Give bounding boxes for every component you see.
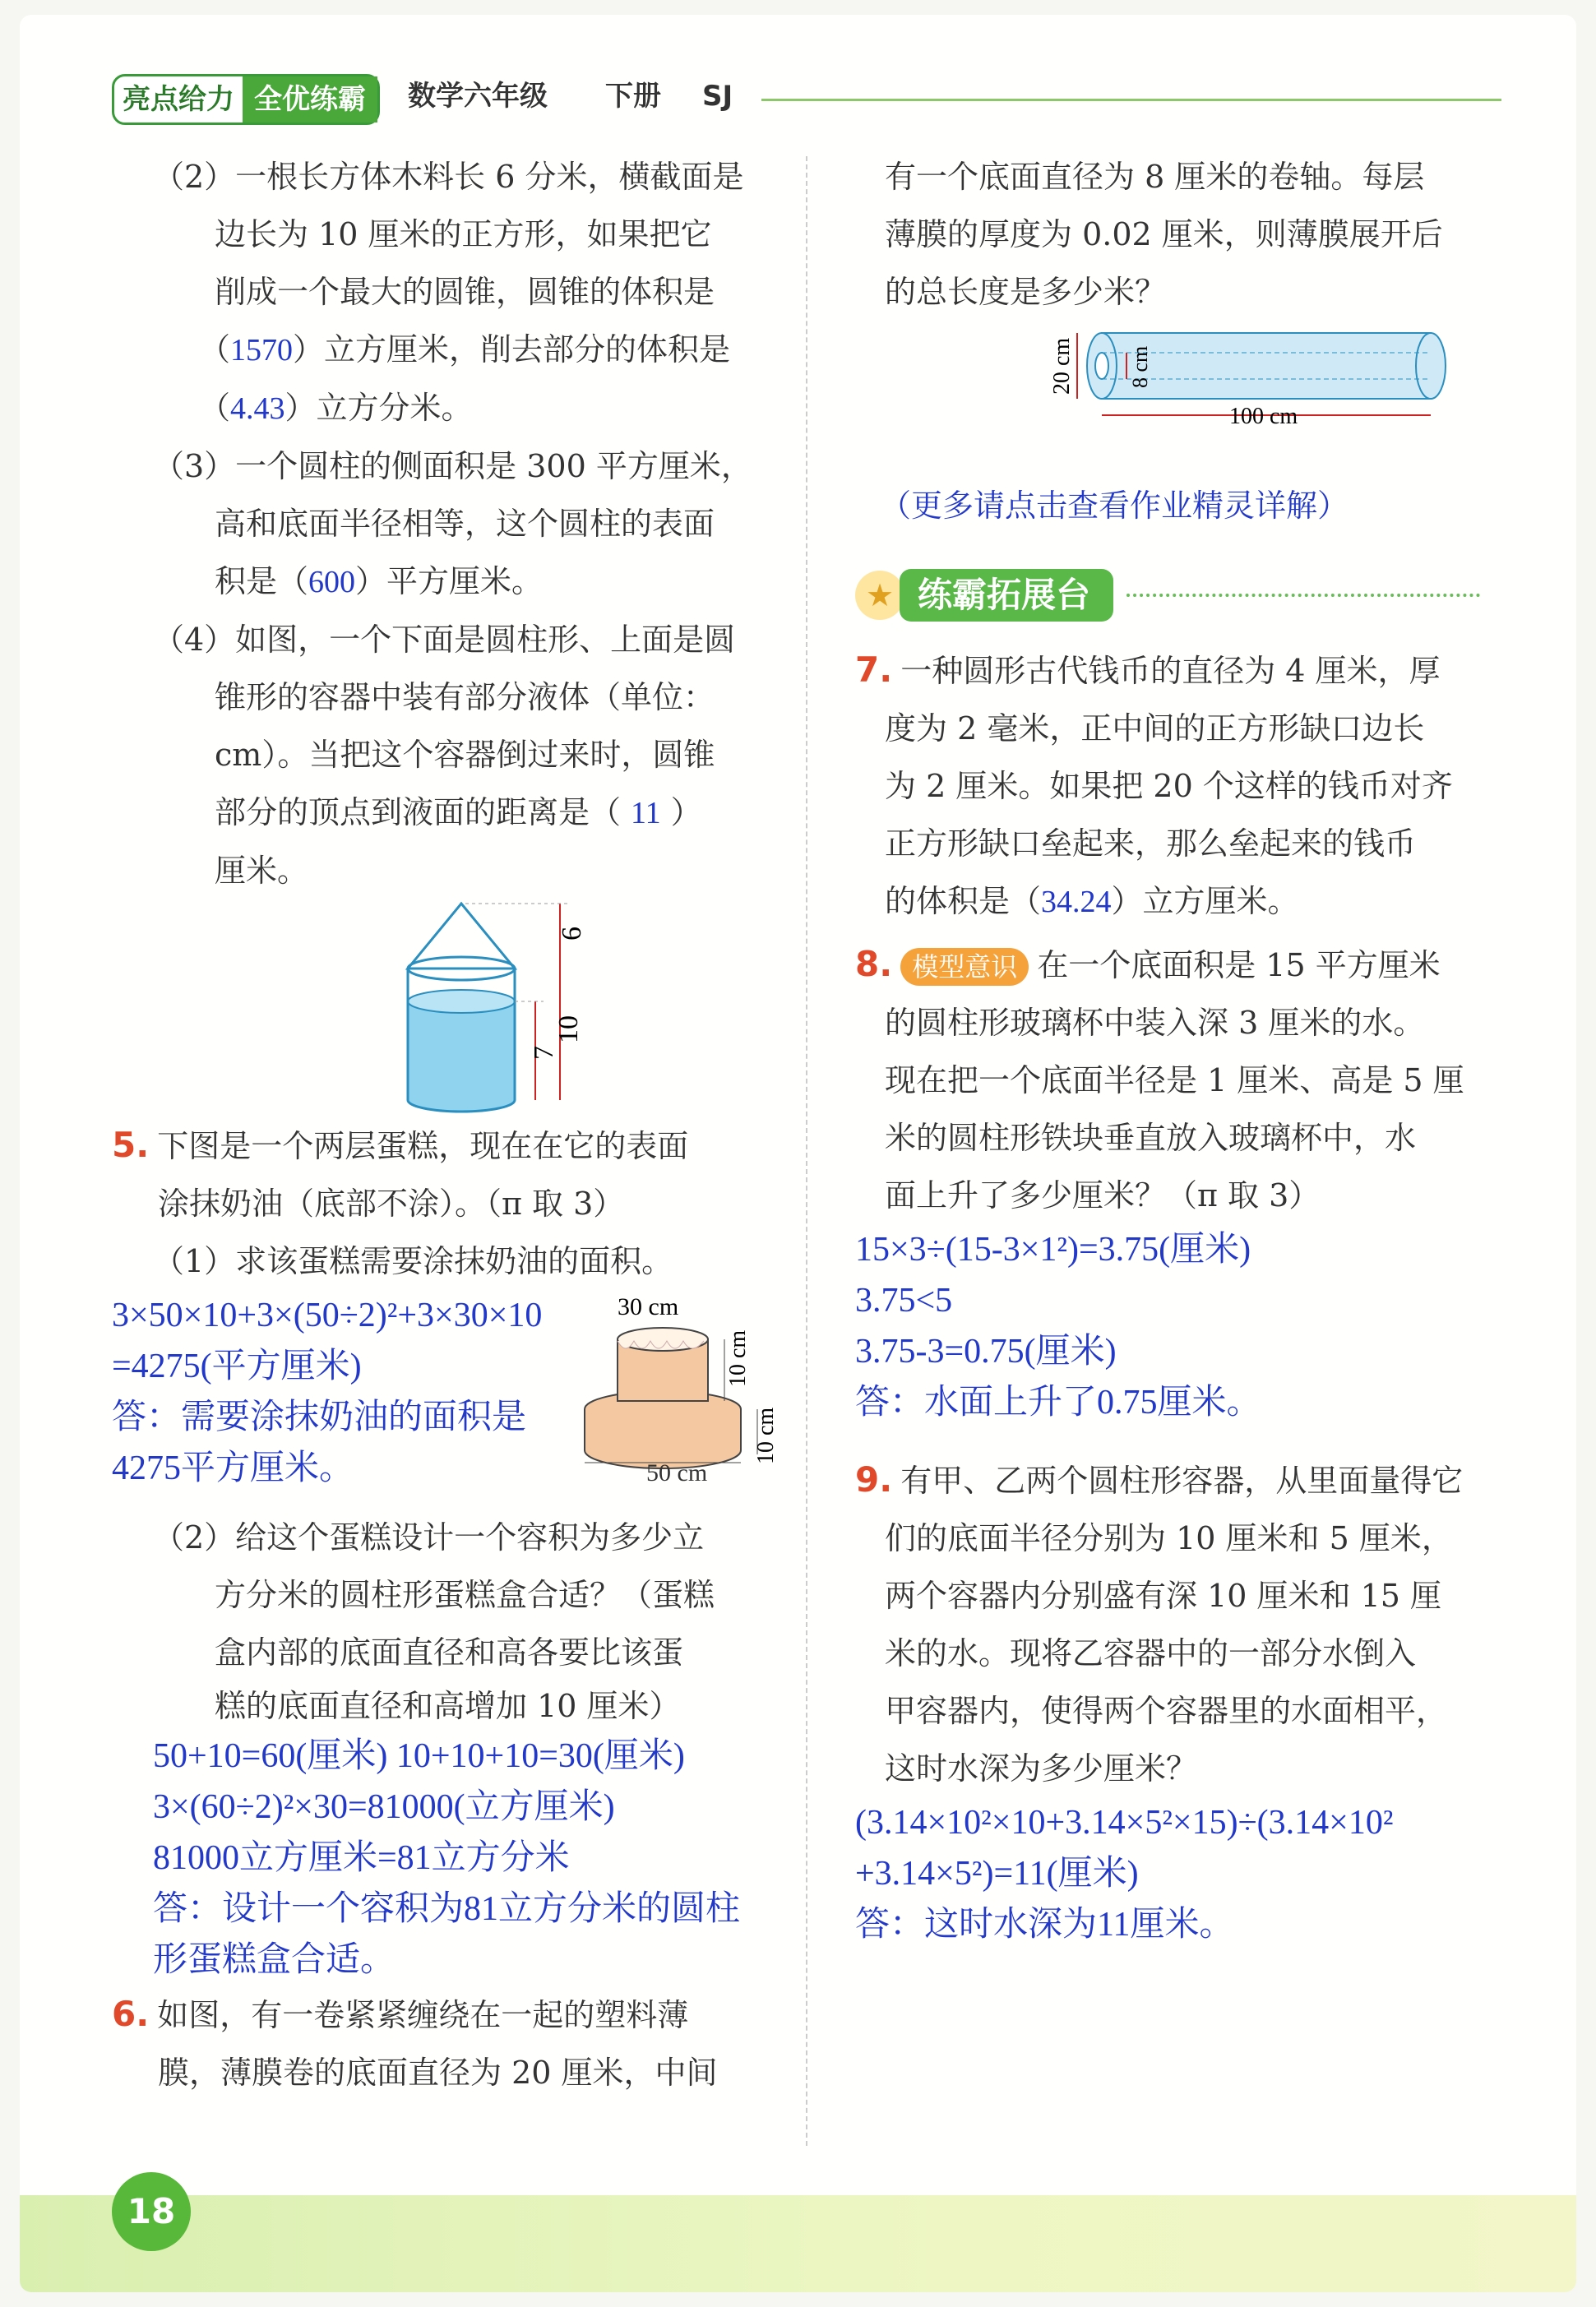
column-divider xyxy=(806,156,807,2146)
liquid-surface xyxy=(408,990,515,1013)
cylinder-bottom xyxy=(408,1100,515,1112)
core-left xyxy=(1095,353,1108,379)
solution-line: 3.75<5 xyxy=(855,1282,953,1320)
answer-1570: 1570 xyxy=(230,333,294,368)
roll-end-right xyxy=(1416,333,1446,399)
text-fragment: ）立方厘米，削去部分的体积是 xyxy=(293,331,731,368)
cone-cylinder-figure xyxy=(391,899,638,1113)
label-outer: 20 cm xyxy=(1049,337,1075,395)
text-line: （3）一个圆柱的侧面积是 300 平方厘米， xyxy=(153,448,752,484)
text-line: 薄膜的厚度为 0.02 厘米，则薄膜展开后 xyxy=(885,216,1443,252)
text-line: 涂抹奶油（底部不涂）。（π 取 3） xyxy=(158,1186,625,1222)
text-fragment: 一种圆形古代钱币的直径为 4 厘米，厚 xyxy=(900,653,1441,689)
cake-figure xyxy=(581,1290,778,1471)
right-column xyxy=(855,148,1505,1950)
text-line: 方分米的圆柱形蛋糕盒合适？（蛋糕 xyxy=(215,1577,715,1613)
edition-label: SJ xyxy=(702,80,733,113)
solution-line: 答：水面上升了0.75厘米。 xyxy=(855,1384,1261,1422)
text-line: 为 2 厘米。如果把 20 个这样的钱币对齐 xyxy=(885,768,1453,804)
question-5-part-2 xyxy=(112,1509,786,1986)
text-line xyxy=(855,936,1505,994)
banner-title: 练霸拓展台 xyxy=(900,569,1113,622)
cake-bottom-side xyxy=(585,1409,741,1450)
question-9 xyxy=(855,1451,1505,1950)
text-line: 的总长度是多少米？ xyxy=(885,274,1167,310)
text-line: 膜，薄膜卷的底面直径为 20 厘米，中间 xyxy=(158,2055,718,2091)
solution-line: 答：这时水深为11厘米。 xyxy=(855,1906,1234,1944)
answer-11: 11 xyxy=(631,796,661,830)
question-8 xyxy=(855,936,1505,1428)
cake-bottom-height: 10 cm xyxy=(753,1407,779,1464)
q5-part1-solution-area xyxy=(112,1290,786,1500)
page-number: 18 xyxy=(112,2172,191,2251)
solution-line: 答：需要涂抹奶油的面积是 xyxy=(112,1399,527,1436)
text-fragment: 下图是一个两层蛋糕，现在在它的表面 xyxy=(157,1128,689,1164)
text-fragment: 的体积是（ xyxy=(885,883,1042,919)
text-line: 这时水深为多少厘米？ xyxy=(885,1750,1198,1787)
solution-line: 形蛋糕盒合适。 xyxy=(153,1941,396,1979)
question-number: 9. xyxy=(855,1459,893,1500)
text-line: 米的圆柱形铁块垂直放入玻璃杯中，水 xyxy=(885,1120,1417,1156)
question-number: 8. xyxy=(855,944,893,984)
question-4-2 xyxy=(112,148,786,437)
trophy-icon: ★ xyxy=(855,571,904,620)
cone-shape xyxy=(408,904,515,969)
text-line: 有一个底面直径为 8 厘米的卷轴。每层 xyxy=(885,159,1425,195)
text-line xyxy=(855,1451,1505,1509)
text-line xyxy=(112,1117,786,1175)
solution-line: 50+10=60(厘米) 10+10+10=30(厘米) xyxy=(153,1737,685,1775)
text-fragment xyxy=(892,947,1441,983)
text-fragment: ）立方厘米。 xyxy=(1111,883,1299,919)
text-line: （4）如图，一个下面是圆柱形、上面是圆 xyxy=(153,622,736,658)
brand-left: 亮点给力 xyxy=(123,83,234,116)
brand-logo xyxy=(112,74,380,125)
question-4-3 xyxy=(112,437,786,611)
solution-line: 3×(60÷2)²×30=81000(立方厘米) xyxy=(153,1788,615,1826)
more-solution-link[interactable]: （更多请点击查看作业精灵详解） xyxy=(880,488,1349,524)
film-roll-figure-wrap xyxy=(855,321,1505,444)
question-number: 6. xyxy=(112,1994,150,2034)
answer-600: 600 xyxy=(308,565,356,599)
text-line: 度为 2 毫米，正中间的正方形缺口边长 xyxy=(885,710,1425,747)
text-line: 盒内部的底面直径和高各要比该蛋 xyxy=(215,1634,684,1671)
text-line xyxy=(153,784,786,842)
solution-line: =4275(平方厘米) xyxy=(112,1348,362,1385)
question-7 xyxy=(855,641,1505,931)
text-line: （2）一根长方体木料长 6 分米，横截面是 xyxy=(153,159,744,195)
page-footer xyxy=(20,2195,1576,2292)
answer-4-43: 4.43 xyxy=(230,391,285,426)
text-line xyxy=(153,379,786,437)
subject-label: 数学六年级 xyxy=(408,80,548,113)
text-line: 们的底面半径分别为 10 厘米和 5 厘米， xyxy=(885,1520,1453,1556)
text-fragment: 在一个底面积是 15 平方厘米 xyxy=(1037,947,1441,983)
text-line: 糕的底面直径和高增加 10 厘米） xyxy=(215,1688,681,1724)
question-6-continued xyxy=(855,148,1505,534)
text-fragment: ）立方分米。 xyxy=(285,390,473,426)
solution-line: 15×3÷(15-3×1²)=3.75(厘米) xyxy=(855,1231,1251,1269)
text-fragment: ） xyxy=(670,794,702,830)
text-line: 边长为 10 厘米的正方形，如果把它 xyxy=(215,216,712,252)
film-roll-figure xyxy=(1049,321,1488,444)
text-fragment: 有甲、乙两个圆柱形容器，从里面量得它 xyxy=(900,1463,1464,1499)
label-length: 100 cm xyxy=(1229,404,1298,429)
volume-label: 下册 xyxy=(605,80,661,113)
text-line xyxy=(855,641,1505,700)
answer-34-24: 34.24 xyxy=(1041,885,1112,919)
text-line: 高和底面半径相等，这个圆柱的表面 xyxy=(215,506,715,542)
section-banner xyxy=(855,569,1480,622)
text-line: 厘米。 xyxy=(215,853,309,889)
text-line: 面上升了多少厘米？（π 取 3） xyxy=(885,1177,1321,1214)
solution-line: 81000立方厘米=81立方分米 xyxy=(153,1839,570,1877)
solution-line: (3.14×10²×10+3.14×5²×15)÷(3.14×10² xyxy=(855,1804,1394,1842)
liquid-fill xyxy=(408,1001,515,1100)
cake-top-width: 30 cm xyxy=(618,1293,679,1320)
solution-line: 答：设计一个容积为81立方分米的圆柱 xyxy=(153,1890,741,1928)
dim-label-6: 6 xyxy=(557,927,587,941)
banner-dots xyxy=(1126,594,1480,597)
text-line xyxy=(855,872,1505,931)
question-6-start xyxy=(112,1986,786,2101)
question-number: 5. xyxy=(112,1125,150,1165)
text-line: 的圆柱形玻璃杯中装入深 3 厘米的水。 xyxy=(885,1005,1425,1041)
text-line: 锥形的容器中装有部分液体（单位： xyxy=(215,679,715,715)
question-5 xyxy=(112,1117,786,1986)
solution-line: +3.14×5²)=11(厘米) xyxy=(855,1855,1139,1893)
text-fragment: 如图，有一卷紧紧缠绕在一起的塑料薄 xyxy=(157,1997,689,2033)
solution-block xyxy=(112,1290,542,1494)
text-line: 甲容器内，使得两个容器里的水面相平， xyxy=(885,1693,1448,1729)
text-fragment: 部分的顶点到液面的距离是（ xyxy=(215,794,622,830)
question-number: 7. xyxy=(855,650,893,690)
dim-label-10: 10 xyxy=(553,1015,584,1043)
solution-line: 3.75-3=0.75(厘米) xyxy=(855,1333,1117,1371)
dim-label-7: 7 xyxy=(529,1046,559,1060)
solution-line: 4275平方厘米。 xyxy=(112,1449,354,1487)
text-fragment: （ xyxy=(199,390,231,426)
text-line: 两个容器内分别盛有深 10 厘米和 15 厘 xyxy=(885,1578,1442,1614)
text-line xyxy=(153,552,786,611)
cake-top-height: 10 cm xyxy=(725,1329,751,1387)
left-column xyxy=(112,148,786,2101)
text-line: 米的水。现将乙容器中的一部分水倒入 xyxy=(885,1635,1417,1671)
text-line: 正方形缺口垒起来，那么垒起来的钱币 xyxy=(885,825,1417,862)
label-inner: 8 cm xyxy=(1128,345,1152,388)
text-line: （1）求该蛋糕需要涂抹奶油的面积。 xyxy=(153,1243,673,1279)
header-rule xyxy=(761,99,1501,101)
text-line: （2）给这个蛋糕设计一个容积为多少立 xyxy=(153,1519,705,1556)
page-header xyxy=(112,71,1510,128)
solution-line: 3×50×10+3×(50÷2)²+3×30×10 xyxy=(112,1297,543,1334)
text-line xyxy=(153,321,786,379)
text-line: 削成一个最大的圆锥，圆锥的体积是 xyxy=(215,274,715,310)
text-fragment: 积是（ xyxy=(215,563,309,599)
brand-right: 全优练霸 xyxy=(243,76,377,123)
text-line: cm）。当把这个容器倒过来时，圆锥 xyxy=(215,737,715,773)
text-fragment: ）平方厘米。 xyxy=(355,563,544,599)
model-awareness-tag: 模型意识 xyxy=(900,948,1029,986)
banner-area xyxy=(855,534,1505,641)
text-line: 现在把一个底面半径是 1 厘米、高是 5 厘 xyxy=(885,1062,1464,1098)
cake-bottom-width: 50 cm xyxy=(646,1459,708,1486)
question-4-4 xyxy=(112,611,786,1113)
text-line xyxy=(112,1986,786,2044)
text-fragment: （ xyxy=(199,331,231,368)
